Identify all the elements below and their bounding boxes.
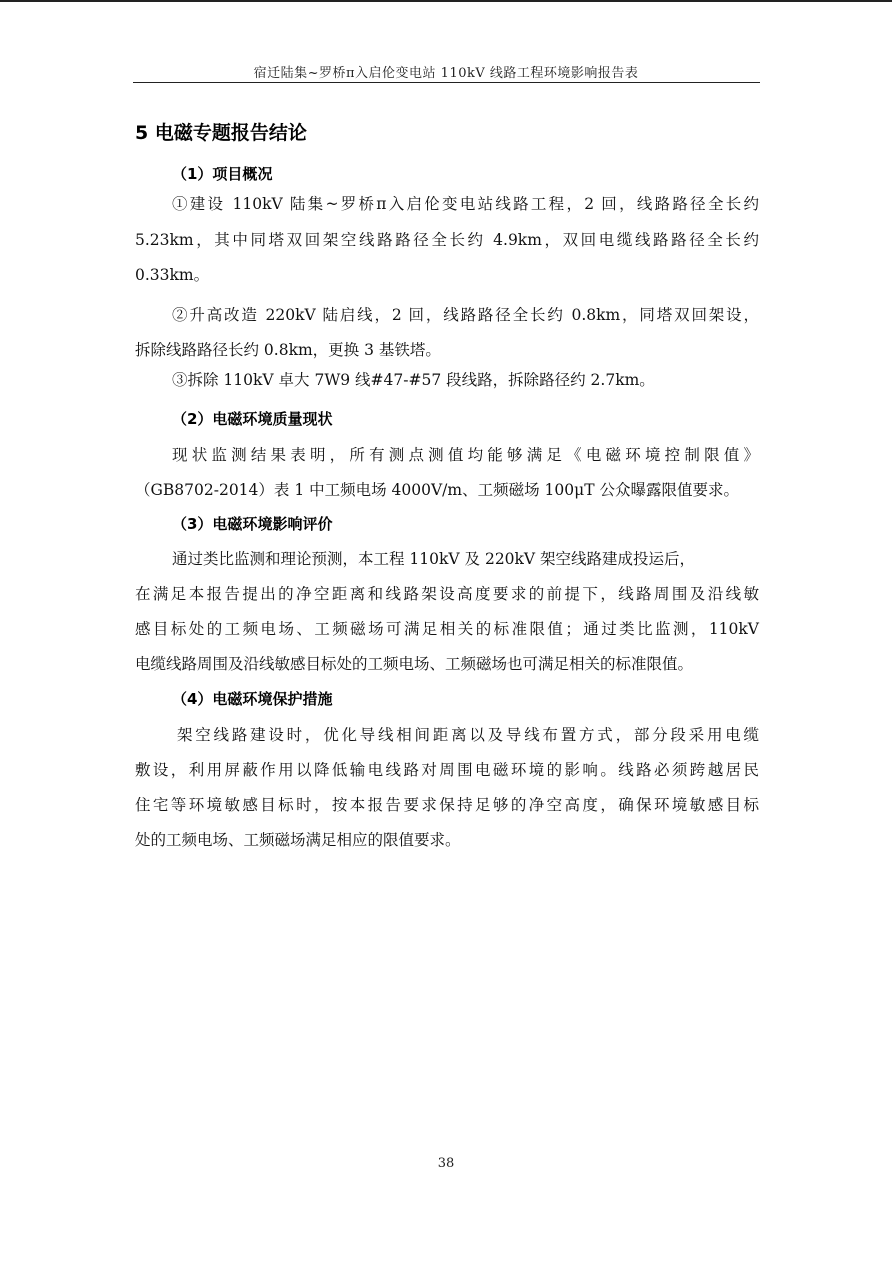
paragraph-line: 0.33km。 [135,266,210,284]
paragraph-line: ②升高改造 220kV 陆启线，2 回，线路路径全长约 0.8km，同塔双回架设， [172,306,759,324]
subsection-heading-overview: （1）项目概况 [172,165,273,183]
paragraph-line: 5.23km，其中同塔双回架空线路路径全长约 4.9km，双回电缆线路路径全长约 [135,231,759,249]
paragraph-line: 电缆线路周围及沿线敏感目标处的工频电场、工频磁场也可满足相关的标准限值。 [135,655,694,673]
paragraph-line: 敷设，利用屏蔽作用以降低输电线路对周围电磁环境的影响。线路必须跨越居民 [135,761,759,779]
section-title: 5 电磁专题报告结论 [135,122,307,144]
running-header: 宿迁陆集~罗桥π入启伦变电站 110kV 线路工程环境影响报告表 [253,66,639,81]
paragraph-line: ③拆除 110kV 卓大 7W9 线#47-#57 段线路，拆除路径约 2.7km。 [172,371,655,389]
paragraph-line: ①建设 110kV 陆集~罗桥π入启伦变电站线路工程，2 回，线路路径全长约 [172,195,759,213]
paragraph-line: （GB8702-2014）表 1 中工频电场 4000V/m、工频磁场 100μT 公众曝露限值要求。 [135,481,739,499]
subsection-heading-current-state: （2）电磁环境质量现状 [172,410,333,428]
paragraph-line: 拆除线路路径长约 0.8km，更换 3 基铁塔。 [135,341,441,359]
paragraph-line: 通过类比监测和理论预测，本工程 110kV 及 220kV 架空线路建成投运后， [172,550,696,568]
page-number: 38 [437,1156,455,1171]
header-rule [133,82,760,83]
subsection-heading-protection: （4）电磁环境保护措施 [172,690,333,708]
paragraph-line: 住宅等环境敏感目标时，按本报告要求保持足够的净空高度，确保环境敏感目标 [135,796,759,814]
paragraph-line: 处的工频电场、工频磁场满足相应的限值要求。 [135,831,461,849]
paragraph-line: 架空线路建设时，优化导线相间距离以及导线布置方式，部分段采用电缆 [177,726,759,744]
paragraph-line: 感目标处的工频电场、工频磁场可满足相关的标准限值；通过类比监测，110kV [135,620,759,638]
subsection-heading-impact: （3）电磁环境影响评价 [172,515,333,533]
paragraph-line: 现状监测结果表明，所有测点测值均能够满足《电磁环境控制限值》 [172,446,759,464]
paragraph-line: 在满足本报告提出的净空距离和线路架设高度要求的前提下，线路周围及沿线敏 [135,585,759,603]
page-top-border [0,0,892,2]
